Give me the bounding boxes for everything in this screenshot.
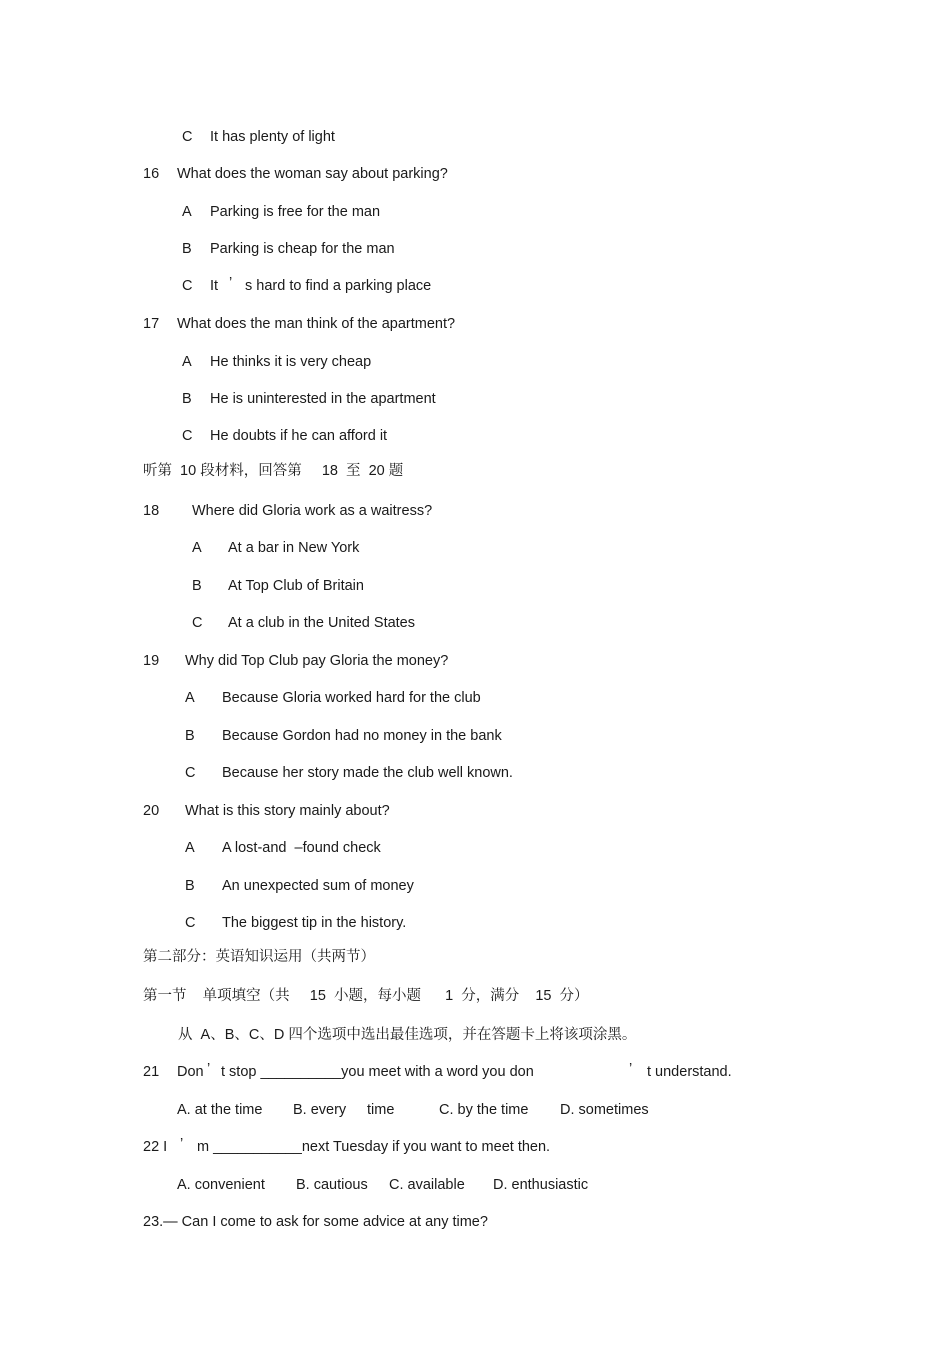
choice-b-part: time bbox=[367, 1102, 395, 1118]
apostrophe: ’ bbox=[180, 1136, 184, 1152]
option-text: Parking is free for the man bbox=[210, 204, 381, 220]
option-letter: A bbox=[182, 354, 192, 370]
option-text: He is uninterested in the apartment bbox=[210, 391, 436, 407]
option-letter: C bbox=[182, 278, 193, 294]
question-number: 16 bbox=[143, 166, 160, 182]
question-text: 23.— Can I come to ask for some advice at any time? bbox=[143, 1214, 488, 1230]
question-text: What is this story mainly about? bbox=[185, 803, 390, 819]
question-number: 18 bbox=[143, 503, 160, 519]
question-number: 19 bbox=[143, 653, 160, 669]
question-text-part: Don bbox=[177, 1064, 204, 1080]
question-text-part: m ___________next Tuesday if you want to meet then. bbox=[197, 1139, 551, 1155]
option-letter: C bbox=[182, 428, 193, 444]
option-text: At Top Club of Britain bbox=[228, 578, 364, 594]
option-text: Because her story made the club well known. bbox=[222, 765, 513, 781]
option-text-part: s hard to find a parking place bbox=[245, 278, 432, 294]
choice-d: D. enthusiastic bbox=[493, 1177, 589, 1193]
option-text: Parking is cheap for the man bbox=[210, 241, 395, 257]
question-text: What does the woman say about parking? bbox=[177, 166, 448, 182]
option-text: He thinks it is very cheap bbox=[210, 354, 372, 370]
question-text-part: t stop __________you meet with a word you don bbox=[221, 1064, 534, 1080]
question-text-part: t understand. bbox=[647, 1064, 732, 1080]
option-letter: C bbox=[182, 129, 193, 145]
option-letter: A bbox=[182, 204, 192, 220]
option-text: Because Gordon had no money in the bank bbox=[222, 728, 502, 744]
apostrophe: ’ bbox=[229, 275, 233, 291]
option-text: Because Gloria worked hard for the club bbox=[222, 690, 481, 706]
choice-a: A. convenient bbox=[177, 1177, 265, 1193]
option-letter: B bbox=[182, 391, 192, 407]
section-heading: 第一节 单项填空（共 15 小题，每小题 1 分，满分 15 分） bbox=[143, 988, 589, 1004]
option-text: At a club in the United States bbox=[228, 615, 415, 631]
option-text-part: It bbox=[210, 278, 219, 294]
question-text: Where did Gloria work as a waitress? bbox=[192, 503, 433, 519]
option-text: He doubts if he can afford it bbox=[210, 428, 388, 444]
option-text: It has plenty of light bbox=[210, 129, 335, 145]
option-text: The biggest tip in the history. bbox=[222, 915, 407, 931]
choice-c: C. by the time bbox=[439, 1102, 529, 1118]
option-letter: C bbox=[185, 915, 196, 931]
option-letter: B bbox=[182, 241, 192, 257]
part-heading: 第二部分：英语知识运用（共两节） bbox=[143, 949, 375, 965]
section-instruction: 从 A、B、C、D 四个选项中选出最佳选项，并在答题卡上将该项涂黑。 bbox=[178, 1027, 637, 1043]
apostrophe: ’ bbox=[207, 1061, 211, 1077]
question-number: 20 bbox=[143, 803, 160, 819]
choice-a: A. at the time bbox=[177, 1102, 263, 1118]
option-letter: A bbox=[185, 690, 195, 706]
option-letter: C bbox=[192, 615, 203, 631]
choice-b: B. cautious bbox=[296, 1177, 368, 1193]
option-letter: B bbox=[185, 728, 195, 744]
option-letter: C bbox=[185, 765, 196, 781]
question-text: What does the man think of the apartment? bbox=[177, 316, 456, 332]
choice-b-part: B. every bbox=[293, 1102, 347, 1118]
choice-d: D. sometimes bbox=[560, 1102, 649, 1118]
question-number: 21 bbox=[143, 1064, 160, 1080]
option-letter: B bbox=[185, 878, 195, 894]
option-letter: B bbox=[192, 578, 202, 594]
question-text: Why did Top Club pay Gloria the money? bbox=[185, 653, 449, 669]
section-instruction: 听第 10 段材料，回答第 18 至 20 题 bbox=[143, 463, 404, 479]
apostrophe: ’ bbox=[629, 1061, 633, 1077]
question-text-part: 22 I bbox=[143, 1139, 168, 1155]
choice-c: C. available bbox=[389, 1177, 465, 1193]
question-number: 17 bbox=[143, 316, 160, 332]
option-text: A lost-and –found check bbox=[222, 840, 381, 856]
option-text: An unexpected sum of money bbox=[222, 878, 414, 894]
option-letter: A bbox=[192, 540, 202, 556]
option-letter: A bbox=[185, 840, 195, 856]
option-text: At a bar in New York bbox=[228, 540, 360, 556]
